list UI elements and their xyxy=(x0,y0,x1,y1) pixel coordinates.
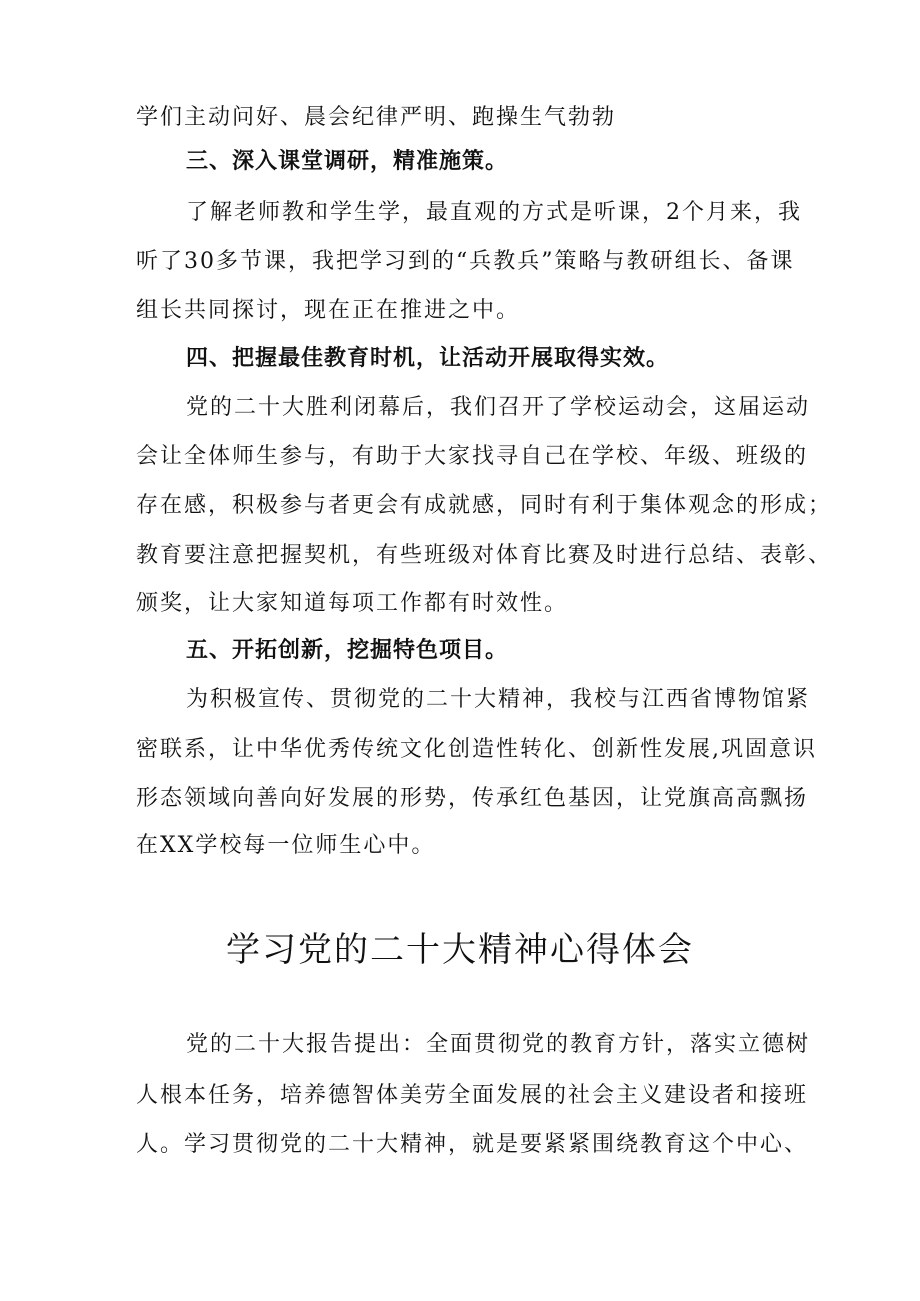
paragraph-line: 学们主动问好、晨会纪律严明、跑操生气勃勃 xyxy=(136,105,617,130)
paragraph-line: 党的二十大胜利闭幕后，我们召开了学校运动会，这届运动 xyxy=(186,395,811,420)
document-title: 学习党的二十大精神心得体会 xyxy=(226,930,694,970)
paragraph-line: 形态领域向善向好发展的形势，传承红色基因，让党旗高高飘扬 xyxy=(136,786,809,811)
paragraph-line: 人根本任务，培养德智体美劳全面发展的社会主义建设者和接班 xyxy=(136,1083,809,1108)
paragraph-line: 颁奖，让大家知道每项工作都有时效性。 xyxy=(136,591,569,616)
section-heading-3: 三、深入课堂调研，精准施策。 xyxy=(186,149,509,174)
paragraph-line: 了解老师教和学生学，最直观的方式是听课，2个月来，我 xyxy=(186,200,802,225)
paragraph-line: 教育要注意把握契机，有些班级对体育比赛及时进行总结、表彰、 xyxy=(136,543,833,568)
paragraph-line: 听了30多节课，我把学习到的“兵教兵”策略与教研组长、备课 xyxy=(136,249,795,274)
paragraph-line: 党的二十大报告提出：全面贯彻党的教育方针，落实立德树 xyxy=(186,1032,811,1057)
paragraph-line: 存在感，积极参与者更会有成就感，同时有利于集体观念的形成； xyxy=(136,493,833,518)
section-heading-4: 四、把握最佳教育时机，让活动开展取得实效。 xyxy=(186,346,670,371)
paragraph-line: 为积极宣传、贯彻党的二十大精神，我校与江西省博物馆紧 xyxy=(186,687,811,712)
paragraph-line: 在XX学校每一位师生心中。 xyxy=(136,833,436,858)
paragraph-line: 会让全体师生参与，有助于大家找寻自己在学校、年级、班级的 xyxy=(136,444,809,469)
section-heading-5: 五、开拓创新，挖掘特色项目。 xyxy=(186,638,509,663)
paragraph-line: 密联系，让中华优秀传统文化创造性转化、创新性发展,巩固意识 xyxy=(136,737,817,762)
paragraph-line: 组长共同探讨，现在正在推进之中。 xyxy=(136,298,521,323)
paragraph-line: 人。学习贯彻党的二十大精神，就是要紧紧围绕教育这个中心、 xyxy=(136,1132,809,1157)
